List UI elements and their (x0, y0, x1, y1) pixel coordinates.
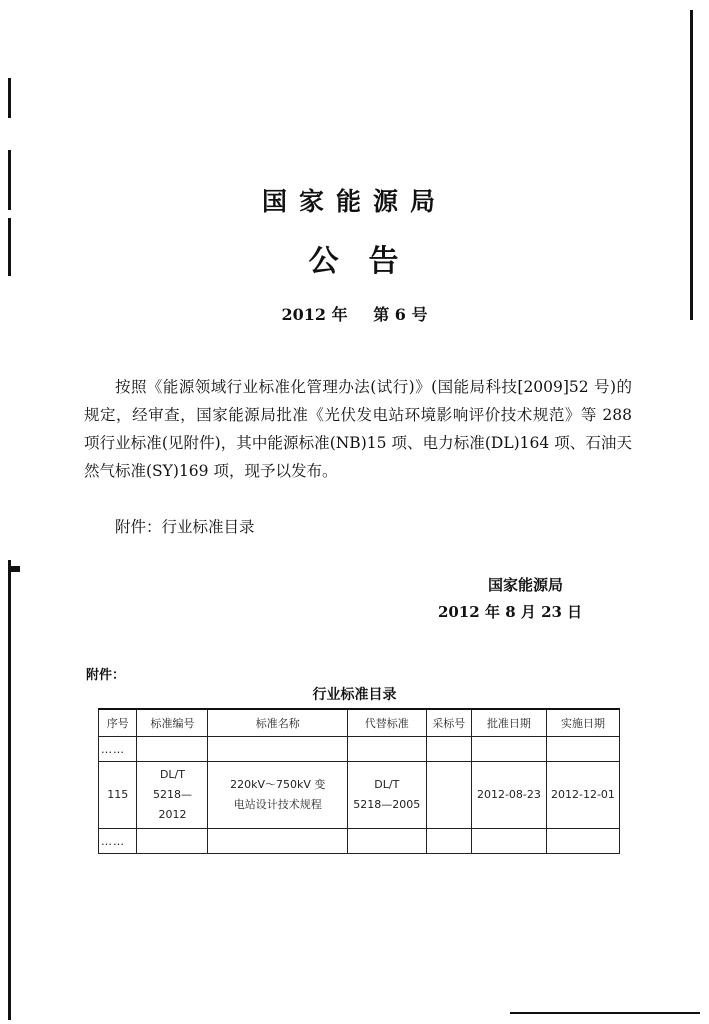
cell-replaces (348, 762, 427, 829)
cell-code (137, 762, 208, 829)
col-adopt: 采标号 (426, 709, 471, 737)
table-row (99, 829, 620, 854)
table-title: 行业标准目录 (312, 687, 397, 703)
scan-edge-left-4 (8, 560, 11, 1020)
table-header-row (99, 709, 620, 737)
ellipsis-cell: …… (99, 737, 137, 762)
cell-effective-date: 2012-12-01 (546, 762, 619, 829)
standards-table (98, 708, 620, 854)
scan-edge-bottom (510, 1012, 700, 1014)
cell-seq: 115 (99, 762, 137, 829)
issuer-title: 国家能源局 (261, 187, 447, 216)
cell-code-number: 5218—2012 (152, 788, 192, 821)
cell-name-line1: 220kV～750kV 变 (230, 778, 326, 791)
col-code: 标准编号 (137, 709, 208, 737)
cell-approve-date: 2012-08-23 (471, 762, 546, 829)
cell-name-line2: 电站设计技术规程 (233, 798, 322, 811)
table-row (99, 737, 620, 762)
col-name: 标准名称 (208, 709, 348, 737)
announcement-paragraph: 按照《能源领域行业标准化管理办法(试行)》(国能局科技[2009]52 号)的规定，经审查，国家能源局批准《光伏发电站环境影响评价技术规范》等 288 项行业标准(见附件)，其中能源标准(NB)15 项、电力标准(DL)164 项、石油天然气标准(SY)169 项，现予以发布。 (84, 378, 632, 480)
signature-date: 2012 年 8 月 23 日 (438, 603, 583, 621)
col-seq: 序号 (99, 709, 137, 737)
ellipsis-cell: …… (99, 829, 137, 854)
col-approve-date: 批准日期 (471, 709, 546, 737)
cell-adopt (426, 762, 471, 829)
col-effective-date: 实施日期 (546, 709, 619, 737)
col-replaces: 代替标准 (348, 709, 427, 737)
cell-replaces-number: 5218—2005 (353, 798, 421, 811)
table-row (99, 762, 620, 829)
scan-edge-left-notch (8, 566, 20, 572)
cell-replaces-prefix: DL/T (374, 778, 400, 791)
scan-edge-left-1 (8, 78, 11, 118)
attachment-note: 附件：行业标准目录 (115, 518, 255, 536)
signature-org: 国家能源局 (488, 576, 564, 594)
issue-number (0, 302, 709, 325)
issue-no: 第 6 号 (373, 305, 428, 324)
issue-year: 2012 年 (281, 305, 348, 324)
cell-code-prefix: DL/T (159, 768, 185, 781)
cell-name (208, 762, 348, 829)
document-type: 公告 (308, 244, 429, 279)
attachment-label: 附件： (86, 668, 126, 683)
